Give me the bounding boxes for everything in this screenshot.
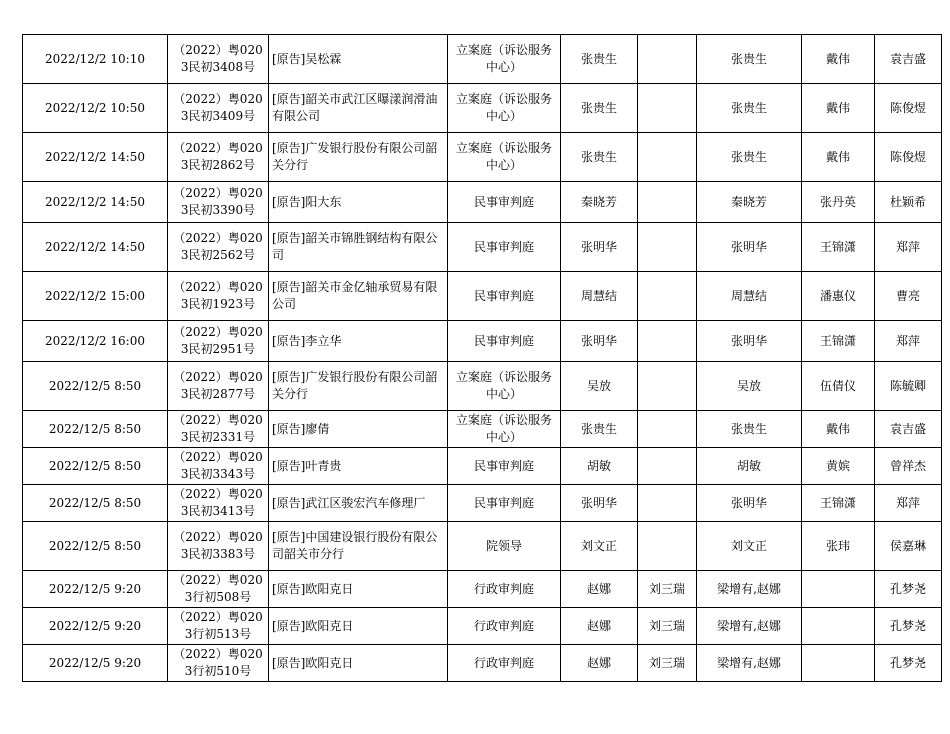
table-row <box>23 608 942 645</box>
hearing-time-cell: 2022/12/5 9:20 <box>23 608 168 645</box>
presiding-judge-cell: 张明华 <box>561 321 638 362</box>
clerk-cell: 戴伟 <box>802 133 875 182</box>
case-number-cell: （2022）粤0203民初1923号 <box>168 272 269 321</box>
hearing-schedule-table <box>22 34 942 682</box>
presiding-judge-cell: 张贵生 <box>561 133 638 182</box>
case-number-cell: （2022）粤0203行初508号 <box>168 571 269 608</box>
hearing-time-cell: 2022/12/5 8:50 <box>23 448 168 485</box>
assistant-cell: 刘三瑞 <box>638 608 697 645</box>
case-number-cell: （2022）粤0203民初2862号 <box>168 133 269 182</box>
presiding-judge-cell: 吴放 <box>561 362 638 411</box>
table-row <box>23 362 942 411</box>
recorder-cell: 孔梦尧 <box>875 608 942 645</box>
recorder-cell: 曾祥杰 <box>875 448 942 485</box>
recorder-cell: 曹亮 <box>875 272 942 321</box>
party-cell: [原告]广发银行股份有限公司韶关分行 <box>269 133 448 182</box>
party-cell: [原告]廖倩 <box>269 411 448 448</box>
case-number-cell: （2022）粤0203民初2877号 <box>168 362 269 411</box>
hearing-time-cell: 2022/12/2 14:50 <box>23 182 168 223</box>
panel-members-cell: 秦晓芳 <box>697 182 802 223</box>
table-row <box>23 411 942 448</box>
case-number-cell: （2022）粤0203民初3408号 <box>168 35 269 84</box>
hearing-time-cell: 2022/12/5 8:50 <box>23 411 168 448</box>
tribunal-cell: 民事审判庭 <box>448 485 561 522</box>
panel-members-cell: 刘文正 <box>697 522 802 571</box>
table-row <box>23 571 942 608</box>
table-row <box>23 272 942 321</box>
recorder-cell: 侯嘉琳 <box>875 522 942 571</box>
hearing-time-cell: 2022/12/5 9:20 <box>23 571 168 608</box>
hearing-time-cell: 2022/12/2 15:00 <box>23 272 168 321</box>
case-number-cell: （2022）粤0203民初2562号 <box>168 223 269 272</box>
assistant-cell <box>638 272 697 321</box>
table-row <box>23 182 942 223</box>
party-cell: [原告]中国建设银行股份有限公司韶关市分行 <box>269 522 448 571</box>
panel-members-cell: 张贵生 <box>697 35 802 84</box>
assistant-cell <box>638 35 697 84</box>
party-cell: [原告]广发银行股份有限公司韶关分行 <box>269 362 448 411</box>
recorder-cell: 袁吉盛 <box>875 35 942 84</box>
tribunal-cell: 行政审判庭 <box>448 571 561 608</box>
party-cell: [原告]韶关市锦胜钢结构有限公司 <box>269 223 448 272</box>
recorder-cell: 陈俊煜 <box>875 133 942 182</box>
table-row <box>23 645 942 682</box>
tribunal-cell: 民事审判庭 <box>448 448 561 485</box>
presiding-judge-cell: 张贵生 <box>561 411 638 448</box>
tribunal-cell: 民事审判庭 <box>448 272 561 321</box>
clerk-cell: 张丹英 <box>802 182 875 223</box>
party-cell: [原告]李立华 <box>269 321 448 362</box>
tribunal-cell: 民事审判庭 <box>448 182 561 223</box>
panel-members-cell: 梁增有,赵娜 <box>697 571 802 608</box>
table-row <box>23 448 942 485</box>
clerk-cell: 戴伟 <box>802 411 875 448</box>
clerk-cell: 张玮 <box>802 522 875 571</box>
presiding-judge-cell: 秦晓芳 <box>561 182 638 223</box>
party-cell: [原告]叶青贵 <box>269 448 448 485</box>
recorder-cell: 袁吉盛 <box>875 411 942 448</box>
table-row <box>23 522 942 571</box>
tribunal-cell: 民事审判庭 <box>448 321 561 362</box>
hearing-time-cell: 2022/12/2 16:00 <box>23 321 168 362</box>
hearing-time-cell: 2022/12/5 8:50 <box>23 362 168 411</box>
clerk-cell <box>802 608 875 645</box>
presiding-judge-cell: 刘文正 <box>561 522 638 571</box>
case-number-cell: （2022）粤0203民初3343号 <box>168 448 269 485</box>
party-cell: [原告]吴松霖 <box>269 35 448 84</box>
panel-members-cell: 张明华 <box>697 485 802 522</box>
table-row <box>23 35 942 84</box>
tribunal-cell: 行政审判庭 <box>448 608 561 645</box>
tribunal-cell: 立案庭（诉讼服务中心） <box>448 35 561 84</box>
panel-members-cell: 张明华 <box>697 223 802 272</box>
recorder-cell: 孔梦尧 <box>875 645 942 682</box>
tribunal-cell: 立案庭（诉讼服务中心） <box>448 411 561 448</box>
recorder-cell: 郑萍 <box>875 321 942 362</box>
recorder-cell: 郑萍 <box>875 223 942 272</box>
table-row <box>23 84 942 133</box>
case-number-cell: （2022）粤0203民初2331号 <box>168 411 269 448</box>
assistant-cell: 刘三瑞 <box>638 571 697 608</box>
clerk-cell: 伍倩仪 <box>802 362 875 411</box>
party-cell: [原告]阳大东 <box>269 182 448 223</box>
case-number-cell: （2022）粤0203民初3413号 <box>168 485 269 522</box>
panel-members-cell: 梁增有,赵娜 <box>697 608 802 645</box>
tribunal-cell: 立案庭（诉讼服务中心） <box>448 84 561 133</box>
clerk-cell: 王锦潇 <box>802 223 875 272</box>
party-cell: [原告]欧阳克日 <box>269 571 448 608</box>
clerk-cell: 潘惠仪 <box>802 272 875 321</box>
assistant-cell <box>638 522 697 571</box>
panel-members-cell: 梁增有,赵娜 <box>697 645 802 682</box>
panel-members-cell: 张贵生 <box>697 84 802 133</box>
panel-members-cell: 胡敏 <box>697 448 802 485</box>
assistant-cell <box>638 448 697 485</box>
party-cell: [原告]欧阳克日 <box>269 608 448 645</box>
assistant-cell <box>638 362 697 411</box>
clerk-cell: 王锦潇 <box>802 485 875 522</box>
hearing-time-cell: 2022/12/2 14:50 <box>23 133 168 182</box>
tribunal-cell: 院领导 <box>448 522 561 571</box>
assistant-cell <box>638 223 697 272</box>
presiding-judge-cell: 周慧结 <box>561 272 638 321</box>
clerk-cell: 戴伟 <box>802 84 875 133</box>
tribunal-cell: 民事审判庭 <box>448 223 561 272</box>
assistant-cell <box>638 411 697 448</box>
presiding-judge-cell: 张明华 <box>561 485 638 522</box>
hearing-time-cell: 2022/12/2 14:50 <box>23 223 168 272</box>
case-number-cell: （2022）粤0203民初2951号 <box>168 321 269 362</box>
party-cell: [原告]韶关市武江区曝漾润滑油有限公司 <box>269 84 448 133</box>
assistant-cell <box>638 485 697 522</box>
hearing-time-cell: 2022/12/2 10:50 <box>23 84 168 133</box>
presiding-judge-cell: 张贵生 <box>561 35 638 84</box>
table-row <box>23 223 942 272</box>
clerk-cell: 黄嫔 <box>802 448 875 485</box>
recorder-cell: 陈毓卿 <box>875 362 942 411</box>
presiding-judge-cell: 胡敏 <box>561 448 638 485</box>
clerk-cell <box>802 571 875 608</box>
party-cell: [原告]欧阳克日 <box>269 645 448 682</box>
case-number-cell: （2022）粤0203行初513号 <box>168 608 269 645</box>
assistant-cell <box>638 182 697 223</box>
table-row <box>23 321 942 362</box>
clerk-cell <box>802 645 875 682</box>
case-number-cell: （2022）粤0203民初3409号 <box>168 84 269 133</box>
clerk-cell: 王锦潇 <box>802 321 875 362</box>
recorder-cell: 郑萍 <box>875 485 942 522</box>
panel-members-cell: 吴放 <box>697 362 802 411</box>
assistant-cell <box>638 321 697 362</box>
hearing-time-cell: 2022/12/5 9:20 <box>23 645 168 682</box>
hearing-time-cell: 2022/12/5 8:50 <box>23 485 168 522</box>
clerk-cell: 戴伟 <box>802 35 875 84</box>
presiding-judge-cell: 张贵生 <box>561 84 638 133</box>
panel-members-cell: 张贵生 <box>697 411 802 448</box>
panel-members-cell: 张明华 <box>697 321 802 362</box>
recorder-cell: 孔梦尧 <box>875 571 942 608</box>
presiding-judge-cell: 张明华 <box>561 223 638 272</box>
tribunal-cell: 立案庭（诉讼服务中心） <box>448 133 561 182</box>
hearing-time-cell: 2022/12/2 10:10 <box>23 35 168 84</box>
case-number-cell: （2022）粤0203行初510号 <box>168 645 269 682</box>
recorder-cell: 杜颖希 <box>875 182 942 223</box>
tribunal-cell: 行政审判庭 <box>448 645 561 682</box>
hearing-schedule-body <box>23 35 942 682</box>
presiding-judge-cell: 赵娜 <box>561 608 638 645</box>
assistant-cell: 刘三瑞 <box>638 645 697 682</box>
hearing-time-cell: 2022/12/5 8:50 <box>23 522 168 571</box>
recorder-cell: 陈俊煜 <box>875 84 942 133</box>
table-row <box>23 133 942 182</box>
case-number-cell: （2022）粤0203民初3390号 <box>168 182 269 223</box>
assistant-cell <box>638 84 697 133</box>
panel-members-cell: 张贵生 <box>697 133 802 182</box>
presiding-judge-cell: 赵娜 <box>561 645 638 682</box>
assistant-cell <box>638 133 697 182</box>
panel-members-cell: 周慧结 <box>697 272 802 321</box>
tribunal-cell: 立案庭（诉讼服务中心） <box>448 362 561 411</box>
case-number-cell: （2022）粤0203民初3383号 <box>168 522 269 571</box>
presiding-judge-cell: 赵娜 <box>561 571 638 608</box>
party-cell: [原告]武江区骏宏汽车修理厂 <box>269 485 448 522</box>
party-cell: [原告]韶关市金亿轴承贸易有限公司 <box>269 272 448 321</box>
table-row <box>23 485 942 522</box>
